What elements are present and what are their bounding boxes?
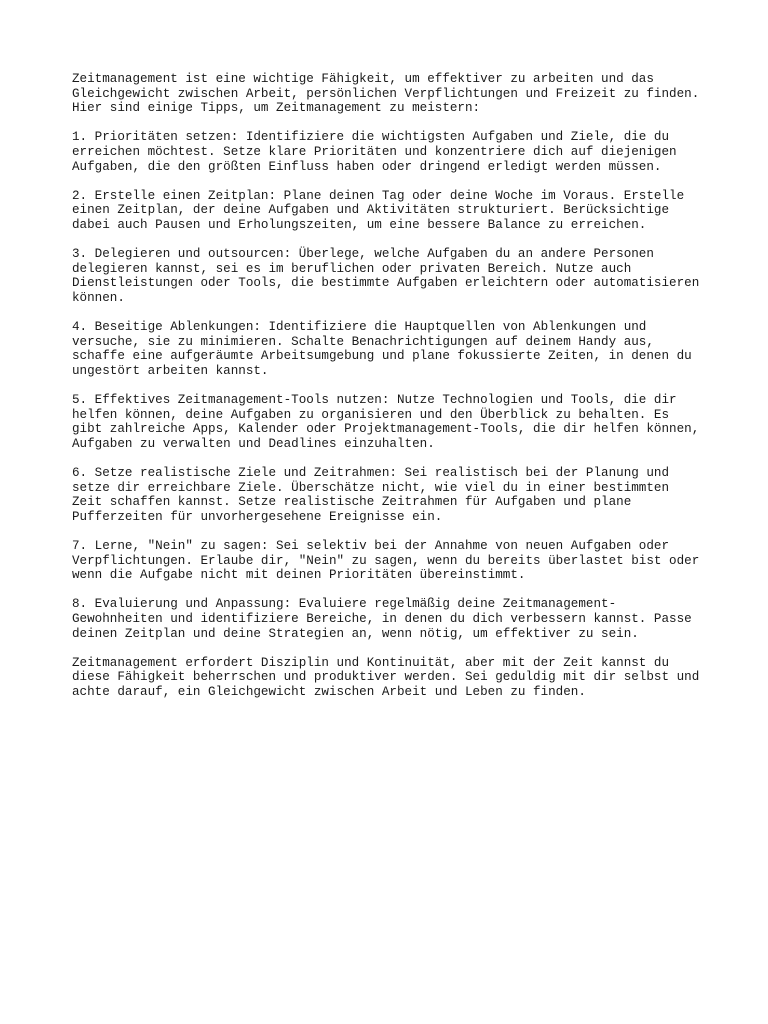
text-line: Aufgaben, die den größten Einfluss haben oder dringend erledigt werden müssen. bbox=[72, 159, 662, 174]
text-line: 4. Beseitige Ablenkungen: Identifiziere die Hauptquellen von Ablenkungen und bbox=[72, 320, 647, 335]
text-line: Zeitmanagement erfordert Disziplin und Kontinuität, aber mit der Zeit kannst du bbox=[72, 655, 670, 670]
text-line: setze dir erreichbare Ziele. Überschätze nicht, wie viel du in einer bestimmten bbox=[72, 480, 670, 495]
tip-paragraph-5 bbox=[72, 393, 712, 451]
tip-paragraph-2 bbox=[72, 189, 712, 233]
text-line: delegieren kannst, sei es im beruflichen oder privaten Bereich. Nutze auch bbox=[72, 261, 632, 276]
tip-paragraph-3 bbox=[72, 247, 712, 305]
tip-paragraph-7 bbox=[72, 539, 712, 583]
text-line: versuche, sie zu minimieren. Schalte Benachrichtigungen auf deinem Handy aus, bbox=[72, 334, 654, 349]
tip-paragraph-8 bbox=[72, 597, 712, 641]
intro-paragraph bbox=[72, 72, 712, 116]
text-line: 7. Lerne, "Nein" zu sagen: Sei selektiv bei der Annahme von neuen Aufgaben oder bbox=[72, 539, 670, 553]
text-line: Gewohnheiten und identifiziere Bereiche, in denen du dich verbessern kannst. Passe bbox=[72, 611, 692, 626]
tip-paragraph-4 bbox=[72, 320, 712, 378]
tip-paragraph-1 bbox=[72, 130, 712, 174]
text-line: einen Zeitplan, der deine Aufgaben und Aktivitäten strukturiert. Berücksichtige bbox=[72, 203, 670, 218]
text-line: achte darauf, ein Gleichgewicht zwischen Arbeit und Leben zu finden. bbox=[72, 684, 586, 699]
text-line: können. bbox=[72, 290, 125, 305]
text-line: diese Fähigkeit beherrschen und produktiver werden. Sei geduldig mit dir selbst und bbox=[72, 670, 700, 685]
text-line: Pufferzeiten für unvorhergesehene Ereignisse ein. bbox=[72, 509, 443, 524]
text-line: gibt zahlreiche Apps, Kalender oder Projektmanagement-Tools, die dir helfen können, bbox=[72, 422, 700, 437]
text-line: Zeitmanagement ist eine wichtige Fähigkeit, um effektiver zu arbeiten und das bbox=[72, 72, 654, 86]
text-line: 6. Setze realistische Ziele und Zeitrahmen: Sei realistisch bei der Planung und bbox=[72, 466, 670, 481]
text-line: Aufgaben zu verwalten und Deadlines einzuhalten. bbox=[72, 436, 435, 451]
text-line: ungestört arbeiten kannst. bbox=[72, 363, 269, 378]
document-page bbox=[72, 72, 712, 714]
text-line: 8. Evaluierung und Anpassung: Evaluiere regelmäßig deine Zeitmanagement- bbox=[72, 597, 617, 612]
text-line: deinen Zeitplan und deine Strategien an, wenn nötig, um effektiver zu sein. bbox=[72, 626, 639, 641]
text-line: 2. Erstelle einen Zeitplan: Plane deinen Tag oder deine Woche im Voraus. Erstelle bbox=[72, 188, 685, 203]
text-line: 1. Prioritäten setzen: Identifiziere die wichtigsten Aufgaben und Ziele, die du bbox=[72, 130, 670, 145]
text-line: Zeit schaffen kannst. Setze realistische Zeitrahmen für Aufgaben und plane bbox=[72, 495, 632, 510]
text-line: helfen können, deine Aufgaben zu organisieren und den Überblick zu behalten. Es bbox=[72, 407, 670, 422]
conclusion-paragraph bbox=[72, 656, 712, 700]
tip-paragraph-6 bbox=[72, 466, 712, 524]
text-line: schaffe eine aufgeräumte Arbeitsumgebung und plane fokussierte Zeiten, in denen du bbox=[72, 349, 692, 364]
text-line: Gleichgewicht zwischen Arbeit, persönlichen Verpflichtungen und Freizeit zu finden. bbox=[72, 86, 700, 101]
text-line: Dienstleistungen oder Tools, die bestimmte Aufgaben erleichtern oder automatisieren bbox=[72, 276, 700, 291]
text-line: erreichen möchtest. Setze klare Prioritäten und konzentriere dich auf diejenigen bbox=[72, 144, 677, 159]
text-line: wenn die Aufgabe nicht mit deinen Prioritäten übereinstimmt. bbox=[72, 568, 526, 583]
text-line: Hier sind einige Tipps, um Zeitmanagement zu meistern: bbox=[72, 101, 481, 116]
text-line: Verpflichtungen. Erlaube dir, "Nein" zu sagen, wenn du bereits überlastet bist oder bbox=[72, 553, 700, 568]
text-line: 5. Effektives Zeitmanagement-Tools nutzen: Nutze Technologien und Tools, die dir bbox=[72, 393, 677, 408]
text-line: dabei auch Pausen und Erholungszeiten, um eine bessere Balance zu erreichen. bbox=[72, 217, 647, 232]
text-line: 3. Delegieren und outsourcen: Überlege, welche Aufgaben du an andere Personen bbox=[72, 247, 654, 262]
